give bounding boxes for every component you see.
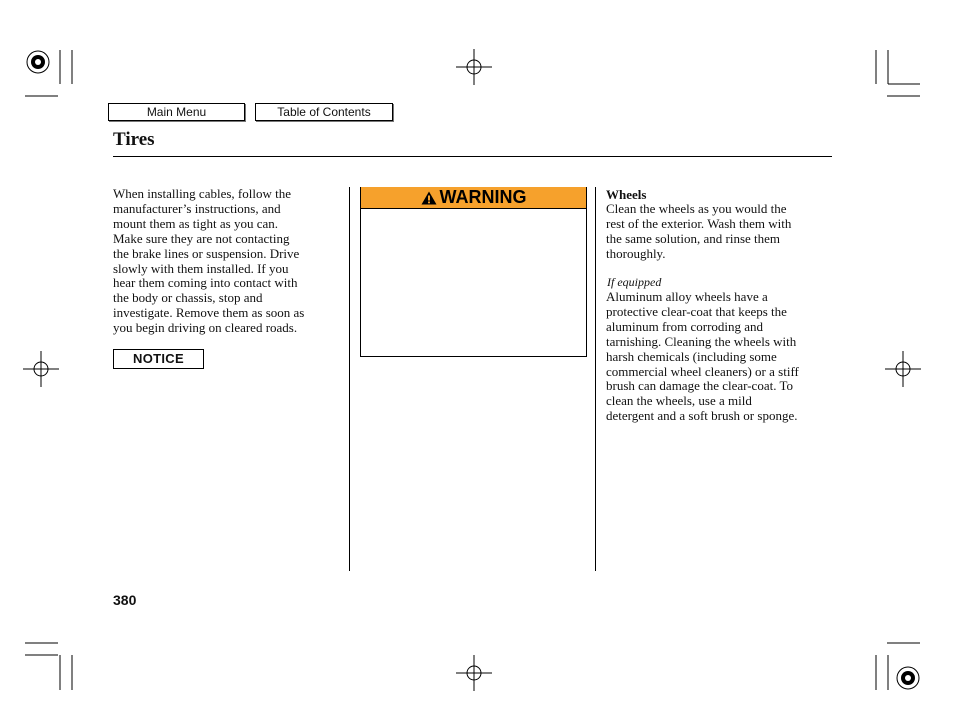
warning-box [360, 187, 587, 357]
page-title: Tires [113, 129, 155, 150]
table-of-contents-button[interactable]: Table of Contents [255, 103, 393, 121]
wheels-heading: Wheels [606, 187, 647, 202]
page-number: 380 [113, 592, 137, 608]
alloy-wheels-text: Aluminum alloy wheels have a protective clear-coat that keeps the aluminum from corroding and tarnishing. Cleaning the wheels with harsh chemicals (including some commercial wheel cleaners) or a stiff brush can damage the clear-coat. To clean the wheels, use a mild detergent and a soft brush or sponge. [606, 289, 799, 424]
notice-badge: NOTICE [113, 349, 204, 369]
if-equipped-note: If equipped [607, 275, 662, 289]
warning-triangle-icon [421, 191, 437, 205]
warning-label: WARNING [439, 187, 527, 207]
title-underline [113, 156, 832, 157]
cable-installation-text: When installing cables, follow the manufacturer’s instructions, and mount them as tight as you can. Make sure they are not contacting the brake lines or suspension. Drive slowly with them installed. If you hear them coming into contact with the body or chassis, stop and investigate. Remove them as soon as you begin driving on cleared roads. [113, 186, 305, 336]
wheels-cleaning-text: Clean the wheels as you would the rest of the exterior. Wash them with the same solution, and rinse them thoroughly. [606, 201, 792, 261]
warning-header [361, 187, 586, 209]
main-menu-button[interactable]: Main Menu [108, 103, 245, 121]
